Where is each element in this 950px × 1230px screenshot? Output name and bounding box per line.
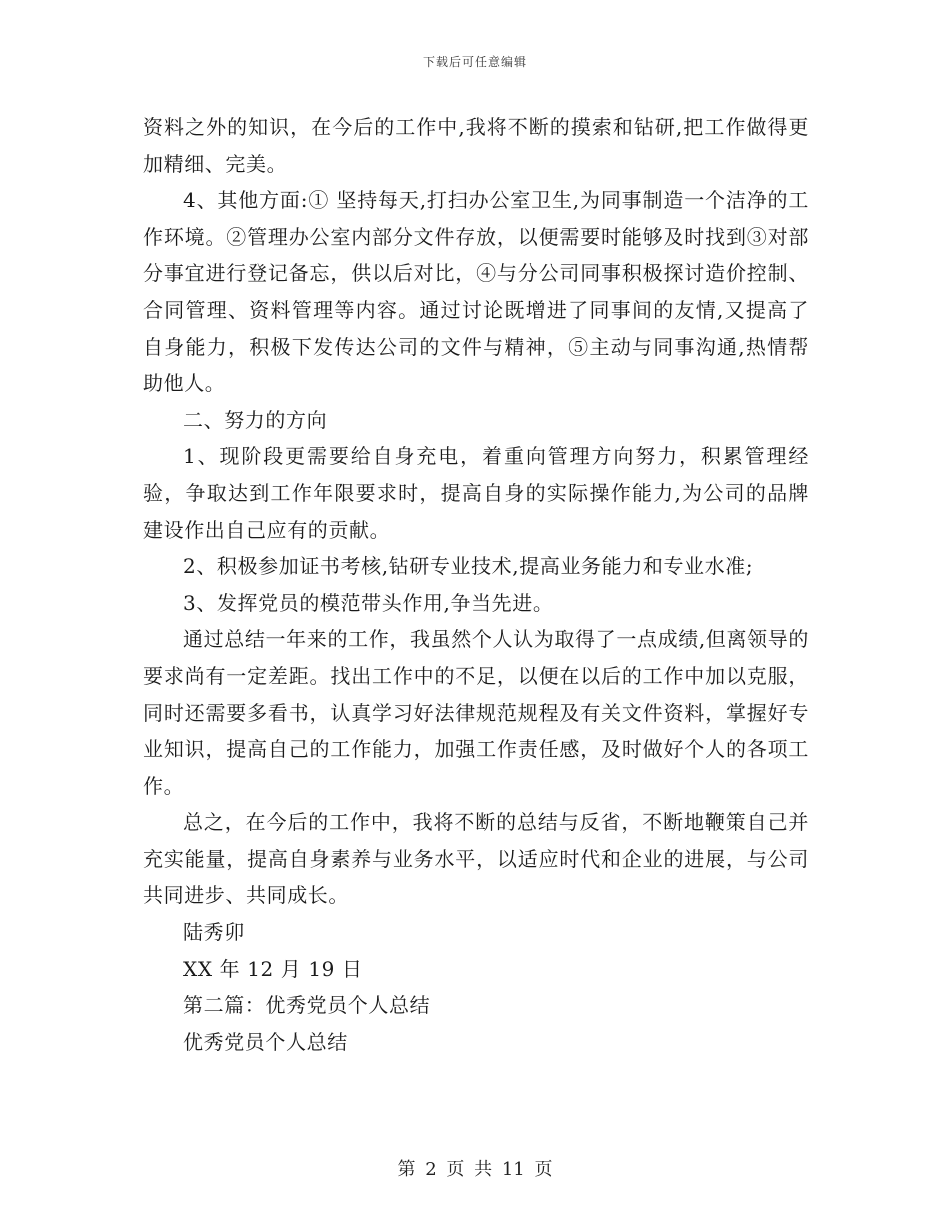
paragraph-conclusion: 总之，在今后的工作中，我将不断的总结与反省，不断地鞭策自己并充实能量，提高自身素养与业务水平，以适应时代和企业的进展，与公司共同进步、共同成长。 (143, 810, 809, 908)
next-article-title: 第二篇：优秀党员个人总结 (183, 993, 431, 1018)
document-body (143, 109, 809, 1060)
next-article-subtitle: 优秀党员个人总结 (183, 1029, 348, 1054)
paragraph-continuation: 资料之外的知识，在今后的工作中,我将不断的摸索和钻研,把工作做得更加精细、完美。 (143, 115, 809, 176)
section-heading: 二、努力的方向 (183, 407, 328, 432)
paragraph-direction-1: 1、现阶段更需要给自身充电，着重向管理方向努力，积累管理经验，争取达到工作年限要求时，提高自身的实际操作能力,为公司的品牌建设作出自己应有的贡献。 (143, 444, 809, 542)
paragraph-other-aspects: 4、其他方面:① 坚持每天,打扫办公室卫生,为同事制造一个洁净的工作环境。②管理办公室内部分文件存放，以便需要时能够及时找到③对部分事宜进行登记备忘，供以后对比，④与分公司同事积极探讨造价控制、合同管理、资料管理等内容。通过讨论既增进了同事间的友情,又提高了自身能力，积极下发传达公司的文件与精神，⑤主动与同事沟通,热情帮助他人。 (143, 188, 809, 396)
paragraph-summary: 通过总结一年来的工作，我虽然个人认为取得了一点成绩,但离领导的要求尚有一定差距。找出工作中的不足，以便在以后的工作中加以克服，同时还需要多看书，认真学习好法律规范规程及有关文件资料，掌握好专业知识，提高自己的工作能力，加强工作责任感，及时做好个人的各项工作。 (143, 627, 809, 798)
author-name: 陆秀卯 (183, 920, 245, 945)
paragraph-direction-3: 3、发挥党员的模范带头作用,争当先进。 (183, 590, 554, 615)
page-header: 下载后可任意编辑 (422, 55, 527, 69)
paragraph-direction-2: 2、积极参加证书考核,钻研专业技术,提高业务能力和专业水准; (183, 554, 754, 579)
page-number: 第 2 页 共 11 页 (397, 1159, 553, 1180)
document-date: XX 年 12 月 19 日 (183, 956, 363, 981)
